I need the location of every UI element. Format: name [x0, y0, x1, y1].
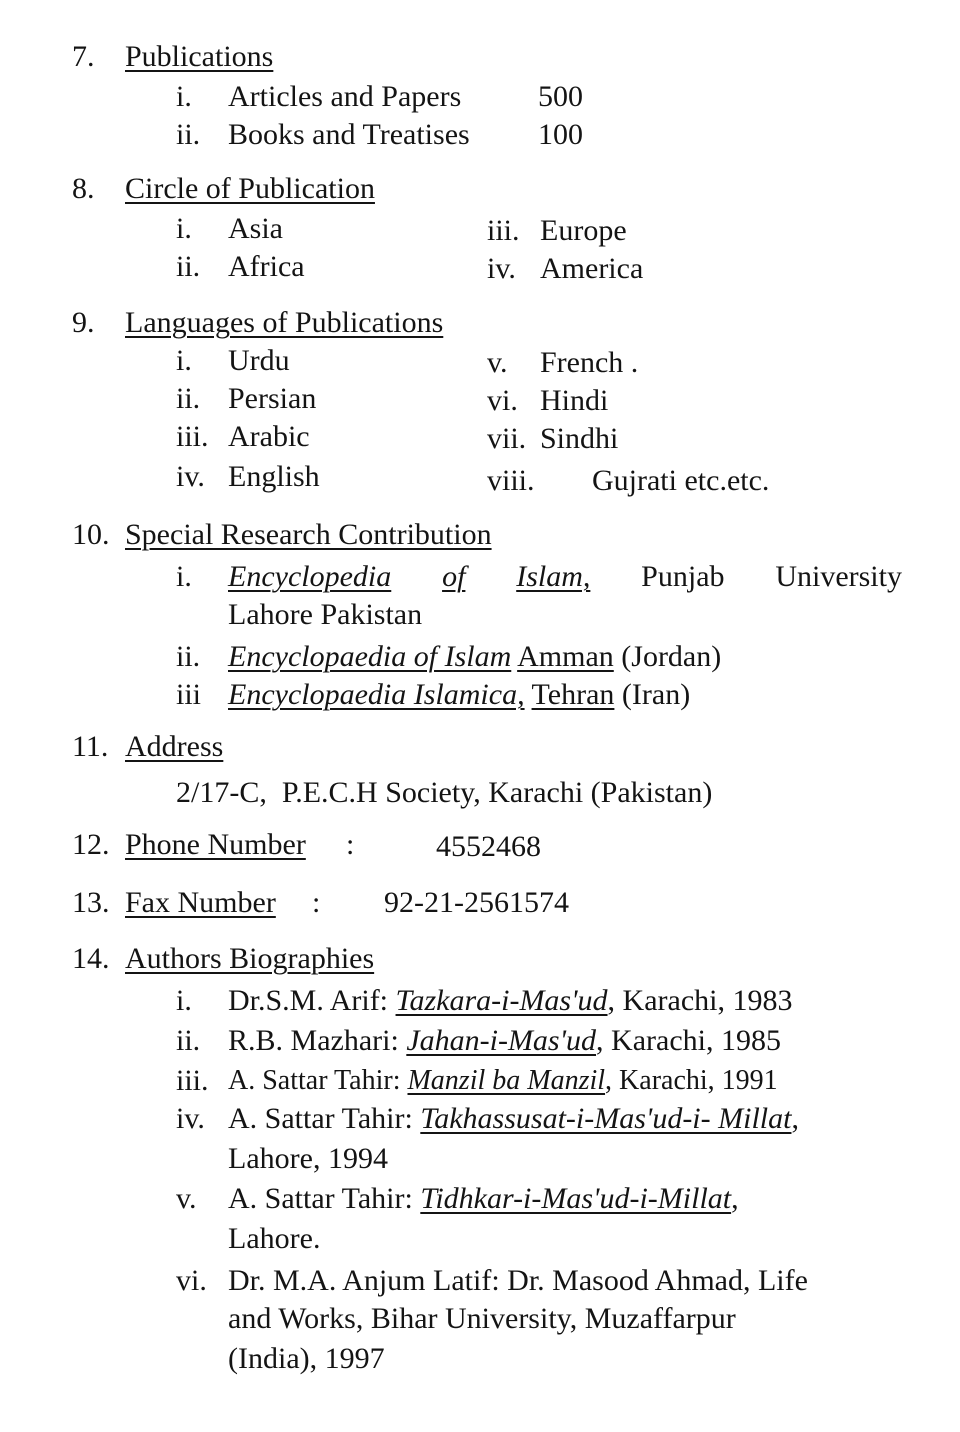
- item-roman: i.: [176, 344, 192, 377]
- section-number: 9.: [72, 306, 95, 339]
- book-title: Jahan-i-Mas'ud: [406, 1024, 597, 1057]
- item-label: Urdu: [228, 344, 290, 377]
- address-value: 2/17-C, P.E.C.H Society, Karachi (Pakistan): [176, 776, 713, 809]
- biography-line: [228, 982, 792, 1020]
- item-label: Africa: [228, 250, 305, 283]
- section-title: Address: [125, 730, 224, 763]
- item-label: Hindi: [540, 384, 609, 417]
- item-roman: vii.: [487, 422, 527, 455]
- author: A. Sattar Tahir:: [228, 1182, 421, 1215]
- contribution-line: [228, 638, 721, 676]
- publication-info: , Karachi, 1991: [605, 1065, 778, 1096]
- publication-info: ,: [731, 1182, 739, 1215]
- author: A. Sattar Tahir:: [228, 1065, 408, 1096]
- work-title-part: of: [442, 560, 466, 593]
- book-title: Tazkara-i-Mas'ud: [395, 984, 608, 1017]
- place: Amman: [517, 640, 614, 673]
- work-title-part: Encyclopedia: [228, 560, 392, 593]
- publication-info: , Karachi, 1983: [607, 984, 793, 1017]
- section-number: 8.: [72, 172, 95, 205]
- item-roman: ii.: [176, 118, 201, 151]
- item-roman: ii.: [176, 382, 201, 415]
- publication-info: ,: [791, 1102, 799, 1135]
- biography-line: [228, 1100, 799, 1138]
- country: (Iran): [621, 678, 691, 711]
- work-title-part: Islam,: [516, 560, 591, 593]
- item-label: Articles and Papers: [228, 80, 462, 113]
- publication-info: , Karachi, 1985: [596, 1024, 781, 1057]
- country: (Jordan): [621, 640, 722, 673]
- item-roman: iii.: [176, 1064, 209, 1097]
- book-title: Tidhkar-i-Mas'ud-i-Millat: [420, 1182, 732, 1215]
- biography-line-continued: Lahore.: [228, 1222, 321, 1255]
- item-label: America: [540, 252, 644, 285]
- item-value: 500: [538, 80, 583, 113]
- section-number: 7.: [72, 40, 95, 73]
- place: Tehran: [531, 678, 615, 711]
- item-roman: iv.: [487, 252, 516, 285]
- section-number: 11.: [72, 730, 109, 763]
- item-label: Europe: [540, 214, 627, 247]
- biography-line: [228, 1022, 781, 1060]
- item-roman: v.: [176, 1182, 197, 1215]
- item-roman: iv.: [176, 460, 205, 493]
- section-title: Languages of Publications: [125, 306, 444, 339]
- section-number: 14.: [72, 942, 110, 975]
- item-roman: iv.: [176, 1102, 205, 1135]
- item-roman: iii.: [487, 214, 520, 247]
- item-label: Asia: [228, 212, 283, 245]
- item-roman: i.: [176, 212, 192, 245]
- item-label: Books and Treatises: [228, 118, 470, 151]
- biography-line: [228, 1180, 739, 1218]
- item-label: Gujrati etc.etc.: [592, 464, 770, 497]
- section-title: Publications: [125, 40, 274, 73]
- book-title: Manzil ba Manzil: [407, 1065, 606, 1096]
- work-title: Encyclopaedia Islamica,: [228, 678, 525, 711]
- item-label: French .: [540, 346, 639, 379]
- place-part: University: [775, 560, 902, 593]
- item-roman: ii.: [176, 640, 201, 673]
- separator: :: [312, 886, 321, 919]
- item-label: Sindhi: [540, 422, 619, 455]
- section-number: 10.: [72, 518, 110, 551]
- biography-line: [228, 1062, 778, 1100]
- item-roman: viii.: [487, 464, 535, 497]
- section-title: Special Research Contribution: [125, 518, 492, 551]
- item-roman: iii.: [176, 420, 209, 453]
- item-roman: vi.: [176, 1264, 207, 1297]
- biography-line-continued: and Works, Bihar University, Muzaffarpur: [228, 1302, 736, 1335]
- item-roman: i.: [176, 80, 192, 113]
- section-title: Phone Number: [125, 828, 306, 861]
- section-title: Authors Biographies: [125, 942, 375, 975]
- work-title: Encyclopaedia of Islam: [228, 640, 512, 673]
- item-label: Arabic: [228, 420, 310, 453]
- item-roman: ii.: [176, 1024, 201, 1057]
- contribution-line: [228, 676, 690, 714]
- place-line: Lahore Pakistan: [228, 598, 423, 631]
- section-title: Circle of Publication: [125, 172, 375, 205]
- item-roman: ii.: [176, 250, 201, 283]
- biography-line-continued: Lahore, 1994: [228, 1142, 388, 1175]
- item-label: English: [228, 460, 320, 493]
- biography-line: Dr. M.A. Anjum Latif: Dr. Masood Ahmad, Life: [228, 1264, 808, 1297]
- contribution-line: [228, 558, 902, 596]
- author: R.B. Mazhari:: [228, 1024, 407, 1057]
- author: Dr.S.M. Arif:: [228, 984, 396, 1017]
- item-roman: i.: [176, 984, 192, 1017]
- biography-line-continued: (India), 1997: [228, 1342, 385, 1375]
- item-roman: v.: [487, 346, 508, 379]
- author: A. Sattar Tahir:: [228, 1102, 421, 1135]
- book-title: Takhassusat-i-Mas'ud-i- Millat: [420, 1102, 792, 1135]
- item-label: Persian: [228, 382, 317, 415]
- section-title: Fax Number: [125, 886, 276, 919]
- place-part: Punjab: [641, 560, 725, 593]
- item-roman: iii: [176, 678, 202, 711]
- item-roman: vi.: [487, 384, 518, 417]
- section-number: 13.: [72, 886, 110, 919]
- item-roman: i.: [176, 560, 192, 593]
- section-number: 12.: [72, 828, 110, 861]
- phone-value: 4552468: [436, 830, 541, 863]
- separator: :: [346, 828, 355, 861]
- item-value: 100: [538, 118, 583, 151]
- fax-value: 92-21-2561574: [384, 886, 569, 919]
